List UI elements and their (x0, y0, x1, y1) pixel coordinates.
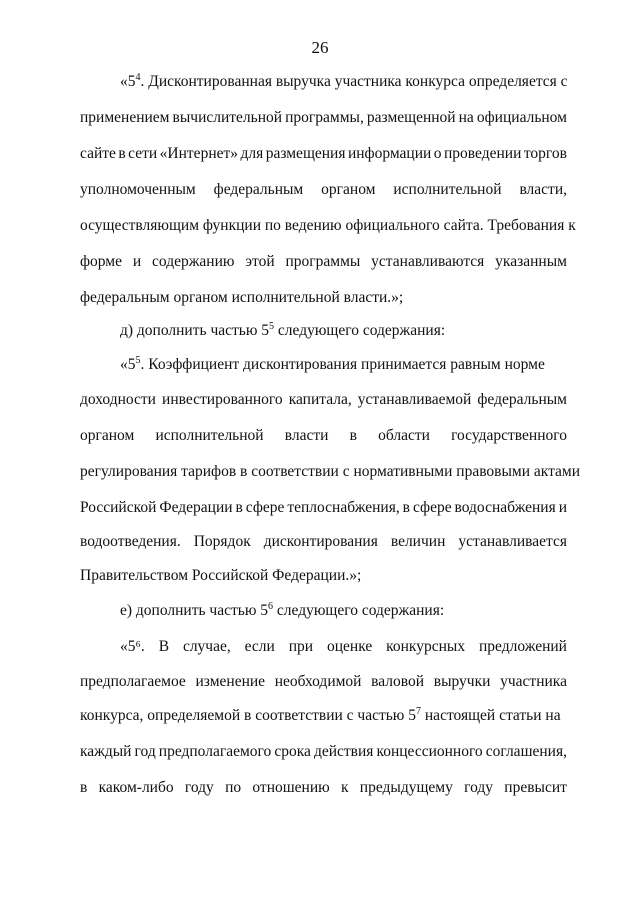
superscript: 6 (268, 601, 274, 612)
text-fragment: конкурса, определяемой в соответствии с частью $5^7$ настоящей статьи на (80, 706, 561, 724)
text-line: водоотведения. Порядок дисконтирования величин устанавливается (80, 533, 567, 550)
text-line (120, 355, 567, 375)
text-line: каждый год предполагаемого срока действия концессионного соглашения, (80, 743, 567, 760)
text-line (120, 72, 567, 92)
text-line (80, 706, 567, 726)
text-line: сайте в сети «Интернет» для размещения информации о проведении торгов (80, 145, 567, 162)
text-line: Правительством Российской Федерации.»; (80, 567, 362, 584)
text-line: доходности инвестированного капитала, устанавливаемой федеральным (80, 391, 567, 408)
text-line: федеральным органом исполнительной власти.»; (80, 289, 404, 306)
text-line: форме и содержанию этой программы устанавливаются указанным (80, 253, 567, 270)
superscript: 7 (416, 706, 422, 717)
page-number: 26 (311, 38, 329, 57)
text-line: применением вычислительной программы, размещенной на официальном (80, 109, 567, 126)
text-line: уполномоченным федеральным органом исполнительной власти, (80, 181, 567, 198)
text-line: предполагаемое изменение необходимой валовой выручки участника (80, 673, 567, 690)
text-line: «5⁶. В случае, если при оценке конкурсных предложений (120, 638, 567, 655)
text-fragment: «$5^5$. Коэффициент дисконтирования принимается равным норме (120, 355, 545, 373)
text-line: Российской Федерации в сфере теплоснабжения, в сфере водоснабжения и (80, 499, 567, 516)
superscript: 4 (135, 72, 141, 83)
text-line: регулирования тарифов в соответствии с нормативными правовыми актами (80, 463, 581, 480)
text-line: в каком-либо году по отношению к предыдущему году превысит (80, 779, 567, 796)
superscript: 5 (135, 355, 141, 366)
text-fragment: «$5^4$. Дисконтированная выручка участника конкурса определяется с (120, 72, 568, 90)
text-line: е) дополнить частью $5^6$ следующего содержания: (120, 601, 445, 619)
text-line: органом исполнительной власти в области государственного (80, 427, 567, 444)
text-line: осуществляющим функции по ведению официального сайта. Требования к (80, 217, 576, 234)
text-line: д) дополнить частью $5^5$ следующего содержания: (120, 321, 446, 339)
superscript: 5 (269, 321, 275, 332)
